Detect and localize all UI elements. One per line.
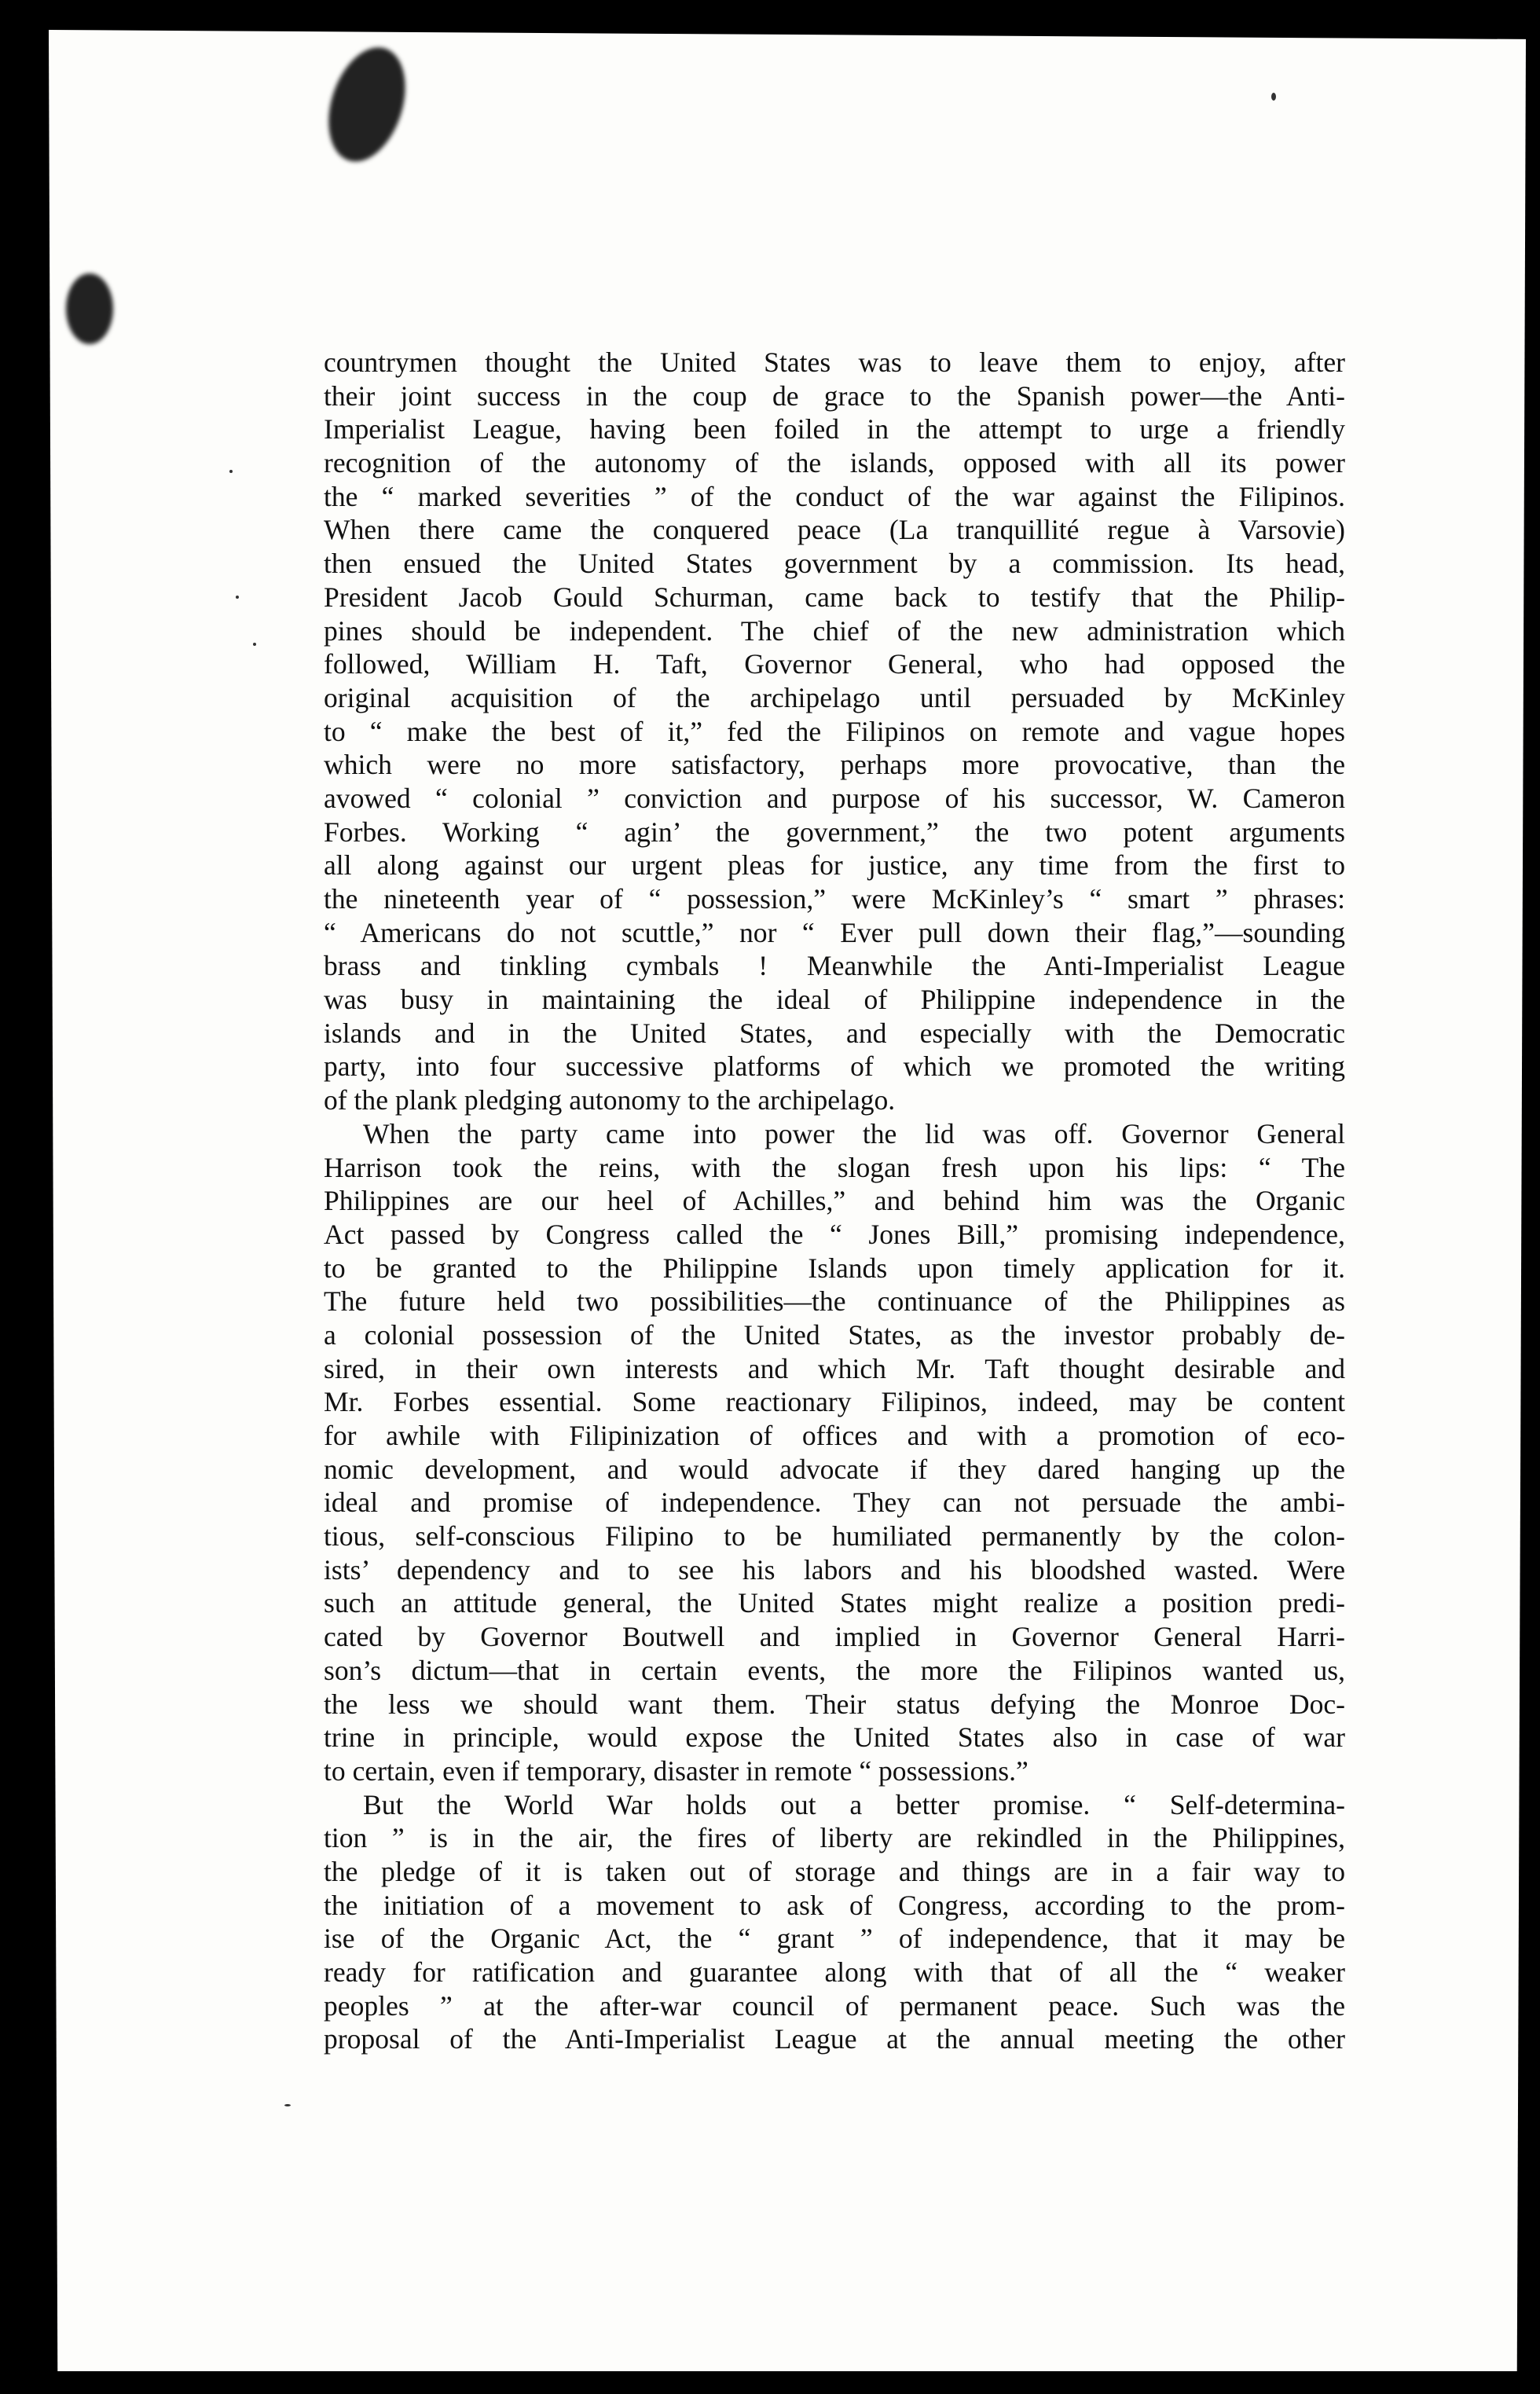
text-line: a colonial possession of the United States, as the investor probably de- (324, 1318, 1345, 1351)
text-line: Act passed by Congress called the “ Jones Bill,” promising independence, (324, 1218, 1345, 1250)
text-line: pines should be independent. The chief of the new administration which (324, 614, 1345, 647)
text-line: original acquisition of the archipelago until persuaded by McKinley (324, 681, 1345, 713)
text-line: Philippines are our heel of Achilles,” and behind him was the Organic (324, 1185, 1345, 1217)
text-line: then ensued the United States government by a commission. Its head, (324, 548, 1345, 580)
text-line: cated by Governor Boutwell and implied in Governor General Harri- (324, 1621, 1345, 1653)
text-line: Imperialist League, having been foiled in the attempt to urge a friendly (324, 413, 1345, 445)
text-line: such an attitude general, the United States might realize a position predi- (324, 1587, 1345, 1619)
text-line: the “ marked severities ” of the conduct of the war against the Filipinos. (324, 480, 1345, 512)
text-line: President Jacob Gould Schurman, came back to testify that the Philip- (324, 581, 1345, 613)
text-line: to be granted to the Philippine Islands upon timely application for it. (324, 1252, 1345, 1284)
text-line: their joint success in the coup de grace to the Spanish power—the Anti- (324, 379, 1345, 412)
text-line: When the party came into power the lid was off. Governor General (363, 1117, 1345, 1149)
paper-speck (253, 643, 256, 646)
text-line: tious, self-conscious Filipino to be humiliated permanently by the colon- (324, 1520, 1345, 1553)
text-line: to certain, even if temporary, disaster in remote “ possessions.” (324, 1754, 1028, 1787)
text-line: the nineteenth year of “ possession,” were McKinley’s “ smart ” phrases: (324, 883, 1345, 915)
paper-speck (236, 596, 239, 599)
paper-speck (284, 2104, 291, 2106)
text-line: sired, in their own interests and which Mr. Taft thought desirable and (324, 1352, 1345, 1384)
paper-speck (229, 470, 233, 473)
text-line: to “ make the best of it,” fed the Filipinos on remote and vague hopes (324, 715, 1345, 747)
text-line: Harrison took the reins, with the slogan fresh upon his lips: “ The (324, 1151, 1345, 1183)
text-lines (324, 346, 1345, 2056)
text-line: The future held two possibilities—the continuance of the Philippines as (324, 1285, 1345, 1318)
text-line: party, into four successive platforms of which we promoted the writing (324, 1050, 1345, 1083)
ink-blot (315, 38, 419, 171)
text-line: which were no more satisfactory, perhaps more provocative, than the (324, 749, 1345, 781)
text-line: ideal and promise of independence. They can not persuade the ambi- (324, 1487, 1345, 1519)
text-line: of the plank pledging autonomy to the archipelago. (324, 1084, 896, 1116)
text-line: “ Americans do not scuttle,” nor “ Ever pull down their flag,”—sounding (324, 916, 1345, 948)
text-line: Mr. Forbes essential. Some reactionary Filipinos, indeed, may be content (324, 1386, 1345, 1418)
text-line: the initiation of a movement to ask of Congress, according to the prom- (324, 1889, 1345, 1921)
text-line: followed, William H. Taft, Governor General, who had opposed the (324, 648, 1345, 680)
text-line: ise of the Organic Act, the “ grant ” of independence, that it may be (324, 1923, 1345, 1955)
text-line: nomic development, and would advocate if they dared hanging up the (324, 1453, 1345, 1485)
body-text (324, 346, 1345, 2056)
paper-speck (1271, 93, 1276, 101)
text-line: brass and tinkling cymbals ! Meanwhile the Anti-Imperialist League (324, 950, 1345, 982)
text-line: When there came the conquered peace (La tranquillité regue à Varsovie) (324, 514, 1345, 546)
text-line: son’s dictum—that in certain events, the more the Filipinos wanted us, (324, 1654, 1345, 1686)
text-line: was busy in maintaining the ideal of Philippine independence in the (324, 984, 1345, 1016)
text-line: avowed “ colonial ” conviction and purpose of his successor, W. Cameron (324, 782, 1345, 814)
text-line: recognition of the autonomy of the islands, opposed with all its power (324, 447, 1345, 479)
text-line: proposal of the Anti-Imperialist League at the annual meeting the other (324, 2023, 1345, 2055)
text-line: tion ” is in the air, the fires of liberty are rekindled in the Philippines, (324, 1822, 1345, 1854)
text-line: countrymen thought the United States was to leave them to enjoy, after (324, 346, 1345, 378)
text-line: ready for ratification and guarantee along with that of all the “ weaker (324, 1956, 1345, 1988)
text-line: peoples ” at the after-war council of permanent peace. Such was the (324, 1989, 1345, 2022)
text-line: islands and in the United States, and especially with the Democratic (324, 1017, 1345, 1049)
text-line: Forbes. Working “ agin’ the government,” the two potent arguments (324, 816, 1345, 848)
text-line: But the World War holds out a better promise. “ Self-determina- (363, 1788, 1345, 1820)
text-line: trine in principle, would expose the United States also in case of war (324, 1721, 1345, 1754)
text-line: for awhile with Filipinization of offices and with a promotion of eco- (324, 1420, 1345, 1451)
text-line: ists’ dependency and to see his labors and his bloodshed wasted. Were (324, 1553, 1345, 1586)
text-line: the pledge of it is taken out of storage and things are in a fair way to (324, 1855, 1345, 1887)
text-line: all along against our urgent pleas for justice, any time from the first to (324, 849, 1345, 882)
text-line: the less we should want them. Their status defying the Monroe Doc- (324, 1688, 1345, 1720)
ink-blot (66, 273, 113, 344)
